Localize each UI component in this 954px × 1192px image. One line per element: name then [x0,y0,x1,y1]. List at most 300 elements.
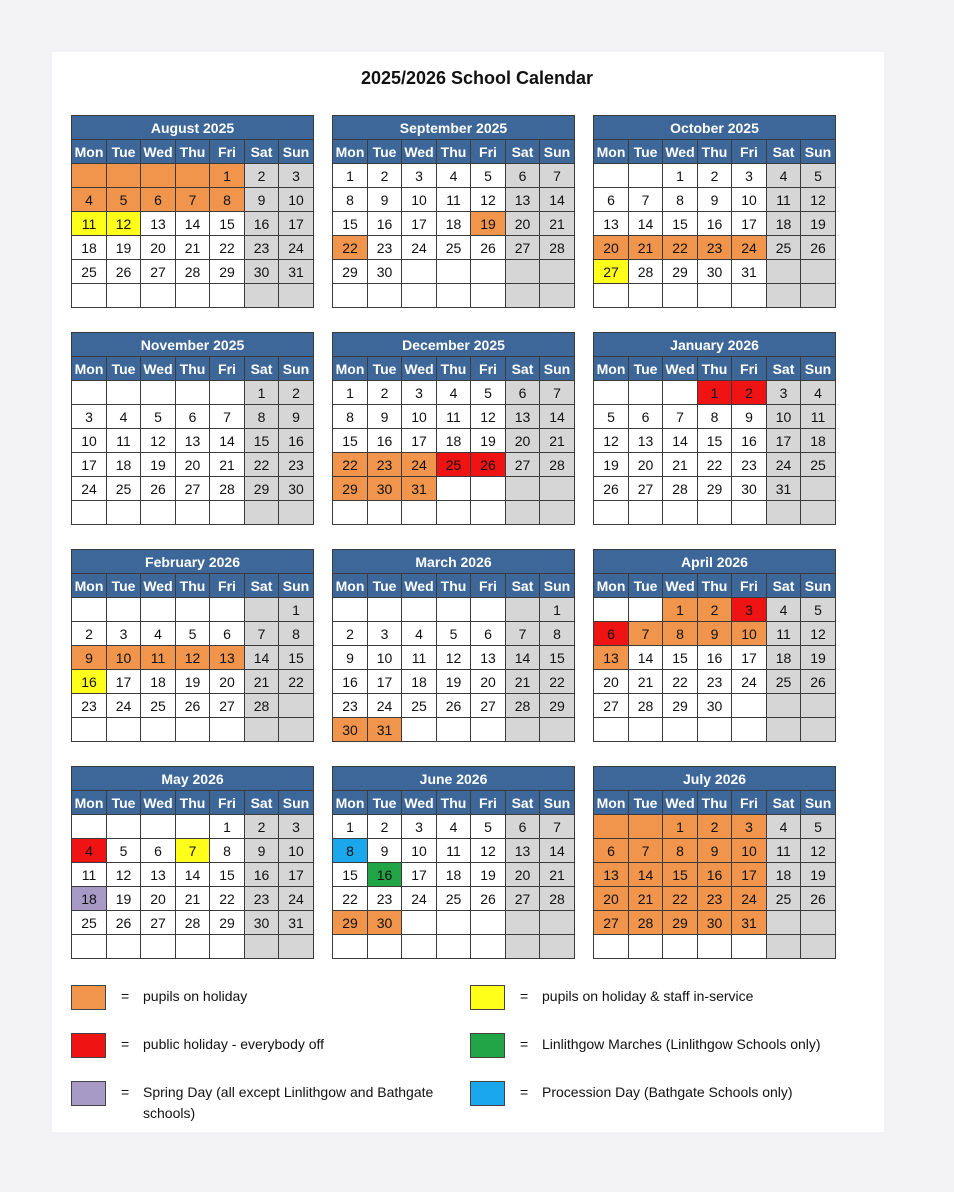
day-header: Tue [629,791,663,815]
empty-cell [540,284,575,308]
legend-label: public holiday - everybody off [143,1036,325,1052]
day-cell: 20 [629,453,663,477]
day-cell: 17 [767,429,801,453]
empty-cell [663,718,698,742]
day-cell: 30 [698,694,732,718]
day-cell: 5 [471,815,506,839]
day-cell: 5 [801,598,836,622]
legend-equals: = [121,1084,130,1100]
day-cell: 13 [594,212,629,236]
day-cell: 14 [629,863,663,887]
empty-cell [663,935,698,959]
day-cell: 31 [368,718,402,742]
empty-cell [141,718,176,742]
empty-cell [767,501,801,525]
day-cell: 19 [176,670,210,694]
day-cell: 23 [698,670,732,694]
day-header: Tue [629,140,663,164]
day-header: Wed [402,140,437,164]
empty-cell [801,477,836,501]
day-cell: 28 [506,694,540,718]
day-cell: 10 [279,188,314,212]
legend-equals: = [520,988,529,1004]
month-title: October 2025 [594,116,836,140]
day-cell: 5 [176,622,210,646]
day-cell: 24 [402,236,437,260]
day-cell: 29 [333,911,368,935]
day-cell: 29 [663,260,698,284]
day-cell: 22 [333,887,368,911]
empty-cell [72,718,107,742]
day-cell: 26 [594,477,629,501]
day-cell: 31 [732,260,767,284]
day-header: Mon [594,574,629,598]
day-header: Sat [245,357,279,381]
day-cell: 7 [540,164,575,188]
day-cell: 20 [471,670,506,694]
day-cell: 12 [107,863,141,887]
legend-equals: = [520,1036,529,1052]
empty-cell [279,501,314,525]
day-cell: 21 [506,670,540,694]
day-cell: 11 [767,839,801,863]
month-title: September 2025 [333,116,575,140]
day-cell: 4 [402,622,437,646]
day-cell: 4 [107,405,141,429]
day-cell: 17 [279,863,314,887]
day-cell: 23 [368,887,402,911]
day-cell: 6 [506,815,540,839]
month-september-2025 [332,115,574,308]
day-cell: 13 [594,646,629,670]
day-header: Fri [471,140,506,164]
day-cell: 24 [732,670,767,694]
day-cell: 16 [279,429,314,453]
empty-cell [107,284,141,308]
day-cell: 6 [210,622,245,646]
day-cell: 26 [107,260,141,284]
day-header: Fri [732,357,767,381]
empty-cell [245,284,279,308]
day-cell: 16 [245,863,279,887]
day-cell: 28 [629,694,663,718]
day-cell: 29 [245,477,279,501]
day-header: Thu [437,791,471,815]
day-cell: 10 [767,405,801,429]
day-cell: 2 [698,598,732,622]
day-cell: 21 [176,887,210,911]
day-cell: 17 [732,863,767,887]
day-cell: 7 [245,622,279,646]
day-cell: 24 [732,236,767,260]
day-cell: 17 [402,212,437,236]
day-cell: 25 [437,236,471,260]
day-cell: 13 [210,646,245,670]
day-cell: 20 [594,887,629,911]
empty-cell [698,284,732,308]
day-cell: 6 [176,405,210,429]
day-cell: 20 [141,236,176,260]
month-title: April 2026 [594,550,836,574]
empty-cell [368,935,402,959]
day-cell: 9 [368,188,402,212]
day-cell: 27 [210,694,245,718]
day-cell: 30 [698,911,732,935]
day-header: Wed [141,574,176,598]
day-cell: 30 [368,477,402,501]
empty-cell [698,501,732,525]
day-cell: 11 [107,429,141,453]
day-cell: 9 [732,405,767,429]
empty-cell [141,598,176,622]
day-cell: 6 [506,164,540,188]
day-cell: 29 [333,477,368,501]
day-cell: 2 [732,381,767,405]
day-cell: 25 [767,887,801,911]
day-header: Mon [333,791,368,815]
empty-cell [801,718,836,742]
day-cell: 14 [176,863,210,887]
day-cell: 22 [663,236,698,260]
day-cell: 16 [698,212,732,236]
empty-cell [437,284,471,308]
empty-cell [594,164,629,188]
empty-cell [107,501,141,525]
month-title: February 2026 [72,550,314,574]
day-header: Sun [540,140,575,164]
day-cell: 3 [402,381,437,405]
month-november-2025 [71,332,313,525]
empty-cell [663,381,698,405]
day-cell: 27 [506,236,540,260]
day-cell: 20 [506,863,540,887]
empty-cell [506,911,540,935]
day-header: Fri [210,574,245,598]
day-header: Wed [402,574,437,598]
day-cell: 24 [107,694,141,718]
legend-swatch [71,1081,106,1106]
empty-cell [437,598,471,622]
empty-cell [141,935,176,959]
day-cell: 30 [333,718,368,742]
day-cell: 9 [279,405,314,429]
month-title: August 2025 [72,116,314,140]
day-cell: 10 [402,405,437,429]
day-cell: 1 [279,598,314,622]
day-cell: 5 [141,405,176,429]
day-cell: 15 [333,429,368,453]
day-cell: 29 [540,694,575,718]
day-cell: 10 [402,188,437,212]
empty-cell [732,284,767,308]
day-header: Mon [72,574,107,598]
day-cell: 17 [402,863,437,887]
day-header: Sun [801,574,836,598]
empty-cell [333,598,368,622]
day-cell: 13 [594,863,629,887]
day-header: Tue [368,357,402,381]
day-cell: 28 [210,477,245,501]
day-header: Wed [663,140,698,164]
month-title: December 2025 [333,333,575,357]
day-cell: 14 [176,212,210,236]
day-cell: 7 [663,405,698,429]
day-header: Mon [333,357,368,381]
month-july-2026 [593,766,835,959]
day-cell: 12 [594,429,629,453]
day-cell: 27 [506,453,540,477]
day-header: Sun [279,357,314,381]
day-cell: 28 [540,453,575,477]
day-header: Sun [801,357,836,381]
day-cell: 4 [767,598,801,622]
day-cell: 27 [141,911,176,935]
day-cell: 15 [663,863,698,887]
empty-cell [437,718,471,742]
legend-label: pupils on holiday [143,988,248,1004]
day-cell: 24 [732,887,767,911]
day-header: Sat [767,791,801,815]
day-cell: 9 [698,622,732,646]
day-header: Fri [732,140,767,164]
day-cell: 29 [210,260,245,284]
day-cell: 4 [437,815,471,839]
empty-cell [663,284,698,308]
day-cell: 1 [333,815,368,839]
day-cell: 11 [437,839,471,863]
day-header: Fri [210,140,245,164]
day-cell: 3 [402,815,437,839]
day-cell: 25 [402,694,437,718]
day-header: Thu [698,574,732,598]
empty-cell [506,501,540,525]
day-cell: 8 [210,839,245,863]
day-cell: 4 [72,188,107,212]
empty-cell [176,598,210,622]
day-cell: 7 [176,188,210,212]
day-cell: 3 [72,405,107,429]
day-cell: 31 [279,911,314,935]
day-header: Sun [801,140,836,164]
empty-cell [594,718,629,742]
empty-cell [72,815,107,839]
empty-cell [107,815,141,839]
day-cell: 13 [176,429,210,453]
day-cell: 29 [210,911,245,935]
day-cell: 19 [471,212,506,236]
day-cell: 8 [663,622,698,646]
day-header: Fri [471,357,506,381]
day-cell: 30 [732,477,767,501]
day-cell: 13 [506,188,540,212]
day-cell: 18 [767,212,801,236]
empty-cell [402,718,437,742]
day-cell: 23 [279,453,314,477]
day-cell: 11 [767,188,801,212]
empty-cell [210,718,245,742]
day-cell: 18 [141,670,176,694]
empty-cell [506,718,540,742]
day-cell: 12 [471,405,506,429]
day-cell: 8 [698,405,732,429]
day-header: Thu [176,574,210,598]
day-cell: 19 [801,863,836,887]
day-cell: 20 [594,236,629,260]
empty-cell [437,260,471,284]
day-cell: 20 [506,429,540,453]
day-cell: 19 [471,429,506,453]
day-header: Tue [107,140,141,164]
empty-cell [107,164,141,188]
day-cell: 30 [245,260,279,284]
day-header: Thu [437,357,471,381]
day-cell: 26 [801,887,836,911]
day-cell: 21 [210,453,245,477]
day-cell: 18 [767,646,801,670]
empty-cell [506,477,540,501]
month-december-2025 [332,332,574,525]
day-cell: 6 [594,622,629,646]
day-header: Sat [506,357,540,381]
empty-cell [245,598,279,622]
day-cell: 16 [698,646,732,670]
day-cell: 25 [767,236,801,260]
legend-label: Linlithgow Marches (Linlithgow Schools only) [542,1036,821,1052]
day-cell: 14 [540,405,575,429]
month-title: March 2026 [333,550,575,574]
day-cell: 6 [141,839,176,863]
empty-cell [107,935,141,959]
empty-cell [176,501,210,525]
day-header: Wed [141,140,176,164]
day-header: Mon [594,140,629,164]
day-header: Sat [506,791,540,815]
day-cell: 16 [245,212,279,236]
day-cell: 1 [333,381,368,405]
day-cell: 21 [629,670,663,694]
day-header: Tue [368,574,402,598]
empty-cell [663,501,698,525]
day-cell: 9 [368,405,402,429]
day-cell: 1 [245,381,279,405]
empty-cell [210,598,245,622]
day-cell: 12 [801,188,836,212]
day-cell: 10 [368,646,402,670]
day-cell: 12 [437,646,471,670]
day-cell: 4 [141,622,176,646]
day-cell: 14 [629,646,663,670]
day-cell: 19 [471,863,506,887]
day-cell: 6 [594,839,629,863]
empty-cell [767,260,801,284]
day-cell: 13 [141,863,176,887]
day-cell: 10 [279,839,314,863]
day-cell: 20 [506,212,540,236]
day-cell: 30 [279,477,314,501]
day-cell: 14 [210,429,245,453]
day-cell: 15 [663,646,698,670]
day-cell: 29 [698,477,732,501]
day-cell: 16 [333,670,368,694]
day-cell: 7 [540,381,575,405]
day-cell: 15 [333,863,368,887]
day-cell: 31 [279,260,314,284]
day-cell: 14 [663,429,698,453]
day-cell: 15 [663,212,698,236]
empty-cell [732,935,767,959]
day-header: Sun [279,574,314,598]
day-header: Tue [368,140,402,164]
day-cell: 6 [594,188,629,212]
day-cell: 22 [333,236,368,260]
empty-cell [629,815,663,839]
day-cell: 28 [663,477,698,501]
day-header: Mon [333,140,368,164]
day-cell: 5 [594,405,629,429]
day-cell: 29 [663,911,698,935]
empty-cell [402,598,437,622]
empty-cell [107,718,141,742]
month-title: June 2026 [333,767,575,791]
day-cell: 24 [402,887,437,911]
day-cell: 22 [210,236,245,260]
day-cell: 8 [333,188,368,212]
empty-cell [767,284,801,308]
empty-cell [767,935,801,959]
day-cell: 13 [141,212,176,236]
empty-cell [471,260,506,284]
day-cell: 10 [402,839,437,863]
legend-swatch [71,1033,106,1058]
empty-cell [333,935,368,959]
day-cell: 25 [72,260,107,284]
empty-cell [629,284,663,308]
day-cell: 22 [663,887,698,911]
day-cell: 23 [732,453,767,477]
day-header: Wed [402,791,437,815]
day-cell: 16 [368,212,402,236]
day-cell: 9 [333,646,368,670]
day-cell: 17 [732,646,767,670]
day-cell: 23 [368,236,402,260]
empty-cell [402,260,437,284]
day-header: Thu [698,140,732,164]
day-cell: 27 [506,887,540,911]
day-header: Mon [72,357,107,381]
day-cell: 1 [663,815,698,839]
day-cell: 27 [629,477,663,501]
day-cell: 9 [245,188,279,212]
empty-cell [437,477,471,501]
day-cell: 27 [594,694,629,718]
empty-cell [141,501,176,525]
day-cell: 8 [663,188,698,212]
day-cell: 5 [107,839,141,863]
legend-equals: = [121,988,130,1004]
day-cell: 29 [663,694,698,718]
day-header: Mon [594,791,629,815]
day-cell: 9 [72,646,107,670]
day-cell: 26 [801,236,836,260]
day-cell: 23 [368,453,402,477]
legend-label: Spring Day (all except Linlithgow and Bathgate schools) [143,1084,434,1121]
month-title: May 2026 [72,767,314,791]
empty-cell [176,815,210,839]
day-header: Tue [629,357,663,381]
empty-cell [210,284,245,308]
day-cell: 20 [141,887,176,911]
empty-cell [107,598,141,622]
